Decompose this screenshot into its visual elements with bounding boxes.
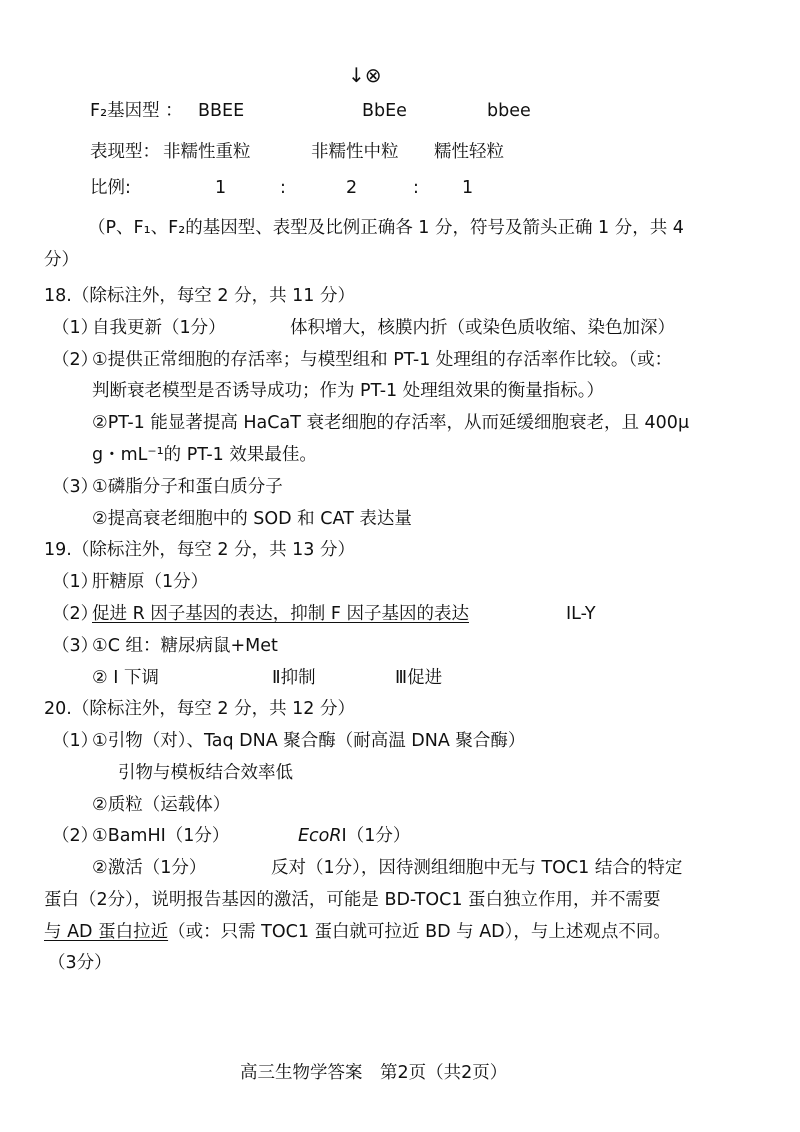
q19-part3-answer-a: ①C 组：糖尿病鼠+Met bbox=[92, 636, 278, 656]
ecor-score-label: Ⅰ（1分） bbox=[341, 826, 411, 846]
q17-scoring-note: （P、F₁、F₂的基因型、表型及比例正确各 1 分，符号及箭头正确 1 分，共 4 bbox=[88, 218, 684, 238]
q19-part3-number: （3） bbox=[52, 636, 99, 656]
q18-part2-answer-a-cont: 判断衰老模型是否诱导成功；作为 PT-1 处理组效果的衡量指标。） bbox=[92, 381, 604, 401]
q20-part1-number: （1） bbox=[52, 731, 99, 751]
phenotype-1: 非糯性重粒 bbox=[163, 142, 251, 162]
phenotype-label: 表现型： bbox=[90, 142, 160, 162]
q18-part1-answer-b: 体积增大，核膜内折（或染色质收缩、染色加深） bbox=[290, 318, 675, 338]
q20-part2-answer-b: ②激活（1分） bbox=[92, 858, 207, 878]
q18-part2-answer-b-cont: g・mL⁻¹的 PT-1 效果最佳。 bbox=[92, 445, 317, 465]
ratio-value-2: 2 bbox=[346, 178, 358, 198]
q19-part1-answer: 肝糖原（1分） bbox=[92, 572, 209, 592]
q20-part2-number: （2） bbox=[52, 826, 99, 846]
q20-part1-answer-b: 引物与模板结合效率低 bbox=[118, 763, 293, 783]
genotype-recessive: bbee bbox=[487, 101, 531, 121]
genotype-bbee-dominant: BBEE bbox=[198, 101, 245, 121]
q18-part1-answer-a: 自我更新（1分） bbox=[92, 318, 226, 338]
ratio-separator-2: : bbox=[413, 178, 419, 198]
q19-part3-answer-b1: ② Ⅰ 下调 bbox=[92, 668, 159, 688]
q19-part1-number: （1） bbox=[52, 572, 99, 592]
q20-part2-answer-b-cont: 蛋白（2分），说明报告基因的激活，可能是 BD-TOC1 蛋白独立作用，并不需要 bbox=[44, 890, 661, 910]
ratio-value-1: 1 bbox=[215, 178, 227, 198]
q20-part1-answer-a: ①引物（对）、Taq DNA 聚合酶（耐高温 DNA 聚合酶） bbox=[92, 731, 526, 751]
trailing-phrase: （或：只需 TOC1 蛋白就可拉近 BD 与 AD），与上述观点不同。 bbox=[168, 922, 671, 942]
q19-part3-answer-b2: Ⅱ抑制 bbox=[272, 668, 316, 688]
q19-header: 19.（除标注外，每空 2 分，共 13 分） bbox=[44, 540, 355, 560]
q20-header: 20.（除标注外，每空 2 分，共 12 分） bbox=[44, 699, 355, 719]
q20-part1-answer-c: ②质粒（运载体） bbox=[92, 795, 231, 815]
ratio-label: 比例: bbox=[90, 178, 131, 198]
q18-part2-answer-b: ②PT-1 能显著提高 HaCaT 衰老细胞的存活率，从而延缓细胞衰老，且 400μ bbox=[92, 413, 690, 433]
q19-part3-answer-b3: Ⅲ促进 bbox=[395, 668, 443, 688]
ratio-separator-1: : bbox=[280, 178, 286, 198]
ecor-italic-label: EcoR bbox=[298, 826, 342, 846]
page-footer: 高三生物学答案 第2页（共2页） bbox=[240, 1063, 508, 1083]
phenotype-2: 非糯性中粒 bbox=[311, 142, 399, 162]
q19-part2-answer-a: 促进 R 因子基因的表达，抑制 F 因子基因的表达 bbox=[92, 604, 469, 624]
q19-part2-answer-b: IL-Y bbox=[566, 604, 596, 624]
underlined-phrase: 与 AD 蛋白拉近 bbox=[44, 922, 169, 942]
q17-scoring-note-cont: 分） bbox=[44, 250, 79, 270]
q20-part2-answer-b-score: （3分） bbox=[48, 953, 112, 973]
q18-part1-number: （1） bbox=[52, 318, 99, 338]
phenotype-3: 糯性轻粒 bbox=[434, 142, 504, 162]
genotype-heterozygous: BbEe bbox=[362, 101, 407, 121]
q18-part3-number: （3） bbox=[52, 477, 99, 497]
q19-part2-number: （2） bbox=[52, 604, 99, 624]
q18-part3-answer-b: ②提高衰老细胞中的 SOD 和 CAT 表达量 bbox=[92, 509, 412, 529]
q20-part2-answer-a2 bbox=[298, 823, 410, 849]
f2-genotype-label: F₂基因型 ： bbox=[90, 101, 183, 121]
cross-arrow-symbol: ↓⊗ bbox=[348, 63, 382, 87]
q18-part2-answer-a: ①提供正常细胞的存活率；与模型组和 PT-1 处理组的存活率作比较。（或： bbox=[92, 350, 673, 370]
q20-part2-answer-b-cont2 bbox=[44, 919, 671, 945]
q18-part2-number: （2） bbox=[52, 350, 99, 370]
q18-part3-answer-a: ①磷脂分子和蛋白质分子 bbox=[92, 477, 283, 497]
q20-part2-answer-a1: ①BamHⅠ（1分） bbox=[92, 826, 230, 846]
ratio-value-3: 1 bbox=[462, 178, 474, 198]
q20-part2-answer-b-explain: 反对（1分），因待测组细胞中无与 TOC1 结合的特定 bbox=[271, 858, 683, 878]
q18-header: 18.（除标注外，每空 2 分，共 11 分） bbox=[44, 286, 355, 306]
